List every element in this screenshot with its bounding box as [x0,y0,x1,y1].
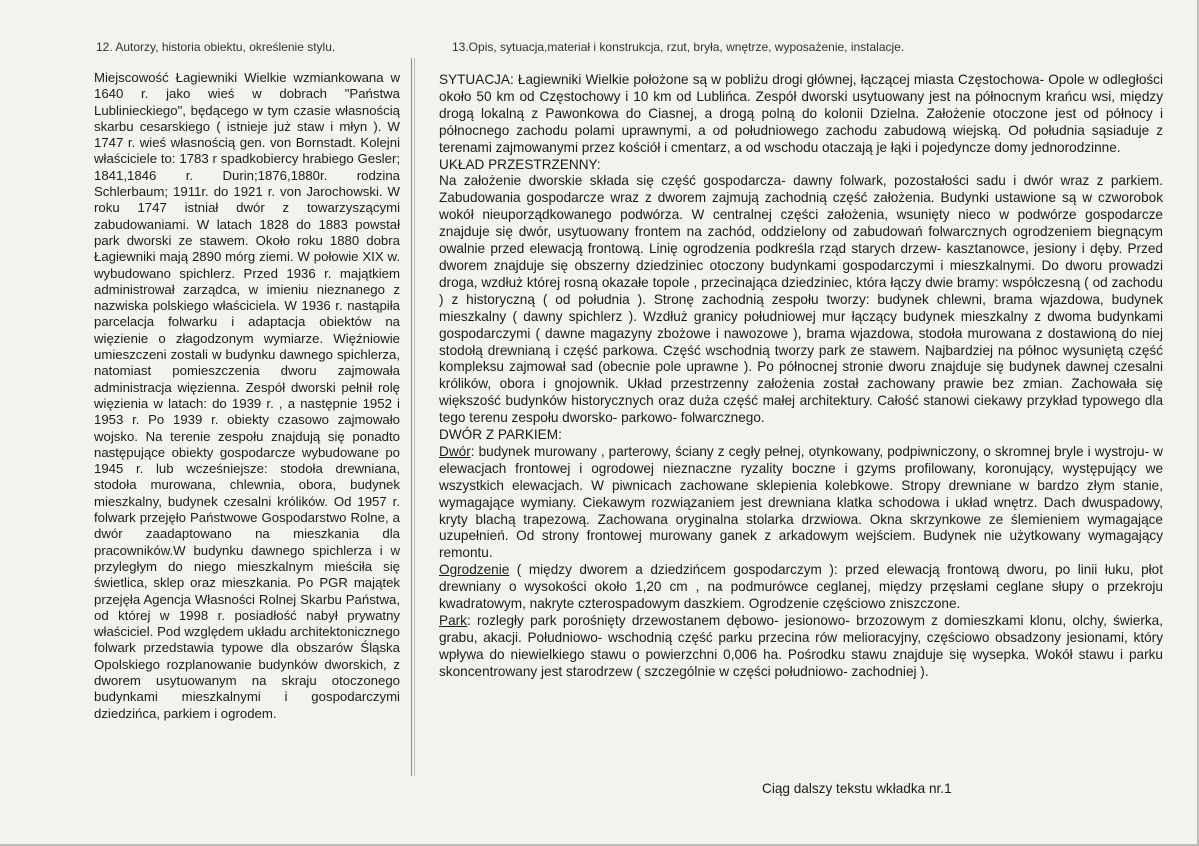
park-label: Park [439,613,467,628]
description-column [439,72,1163,681]
continuation-note: Ciąg dalszy tekstu wkładka nr.1 [762,781,952,796]
fence-label: Ogrodzenie [439,562,510,578]
park-paragraph [439,613,1163,681]
manor-park-heading: DWÓR Z PARKIEM: [439,427,562,443]
column-divider [411,58,412,776]
fence-paragraph [439,562,1163,613]
history-text: Miejscowość Łagiewniki Wielkie wzmiankowana w 1640 r. jako wieś w dobrach "Państwa Lublinieckiego", będącego w tym czasie własnością skarbu cesarskiego ( istnieje już staw i młyn ). W 1747 r. wieś własnością gen. von Bornstadt. Kolejni właściciele to: 1783 r spadkobiercy hrabiego Gesler; 1841,1846 r. Durin;1876,1880r. rodzina Schlerbaum; 1911r. do 1921 r. von Jarochowski. W roku 1747 istniał dwór z towarzyszącymi zabudowaniami. W latach 1828 do 1883 powstał park dworski ze stawem. Około roku 1880 dobra Łagiewniki mają 2890 mórg ziemi. W połowie XIX w. wybudowano spichlerz. Przed 1936 r. majątkiem administrował zarządca, w imieniu nieznanego z nazwiska polskiego właściciela. W 1936 r. nastąpiła parcelacja folwarku i adaptacja obiektów na więzienie o złagodzonym wymiarze. Więźniowie umieszczeni zostali w budynku dawnego spichlerza, natomiast pomieszczenia dworu zajmowała administracja więzienna. Zespół dworski pełnił rolę więzienia w latach: do 1939 r. , a następnie 1952 i 1953 r. Po 1939 r. obiekty czasowo zajmowało wojsko. Na terenie zespołu znajdują się ponadto następujące obiekty gospodarcze wybudowane po 1945 r. lub wcześniejsze: stodoła drewniana, stodoła murowana, chlewnia, obora, budynek mieszkalny, budynek czesalni królików. Od 1957 r. folwark przejęło Państwowe Gospodarstwo Rolne, a dwór zaadaptowano na mieszkania dla pracowników.W budynku dawnego spichlerza i w przyległym do niego mieszkalnym mieściła się świetlica, sklep oraz mieszkania. Po PGR majątek przejęła Agencja Własności Rolnej Skarbu Państwa, od której w 1998 r. posiadłość nabył prywatny właściciel. Pod względem układu architektonicznego folwark przedstawia typowe dla obszarów Śląska Opolskiego rozplanowanie budynków dworskich, z dworem usytuowanym na skraju otoczonego budynkami mieszkalnymi i gospodarczymi dziedzińca, parkiem i ogrodem. [94,70,400,721]
fence-text: ( między dworem a dziedzińcem gospodarczym ): przed elewacją frontową dworu, po linii łuku, płot drewniany o wysokości około 1,20 cm , na podmurówce ceglanej, między przęsłami ceglane słupy o przekroju kwadratowym, nakryte czterospadowym daszkiem. Ogrodzenie częściowo zniszczone. [439,562,1163,612]
history-column [94,70,400,722]
manor-label: Dwór [439,443,471,459]
park-text: : rozległy park porośnięty drzewostanem dębowo- jesionowo- brzozowym z domieszkami klonu, olchy, świerka, grabu, akacji. Południowo- wschodnią część parku przecina rów melioracyjny, częściowo obsadzony jesionami, który wpływa do niewielkiego stawu o powierzchni 0,006 ha. Pośrodku stawu znajduje się wysepka. Wokół stawu i parku skoncentrowany jest starodrzew ( szczególnie w części południowo- zachodniej ). [439,613,1163,679]
column-divider-shadow [414,58,415,776]
section-13-heading: 13.Opis, sytuacja,materiał i konstrukcja, rzut, bryła, wnętrze, wyposażenie, instalacje. [452,40,905,54]
spatial-layout-heading: UKŁAD PRZESTRZENNY: [439,156,601,172]
spatial-layout-paragraph: Na założenie dworskie składa się część gospodarcza- dawny folwark, pozostałości sadu i dwór wraz z parkiem. Zabudowania gospodarcze wraz z dworem zajmują zachodnią część założenia. Budynki ustawione są w czworobok wokół nieuporządkowanego podwórza. W centralnej części założenia, wsunięty nieco w podwórze gospodarcze znajduje się dwór, usytuowany frontem na zachód, oddzielony od zabudowań folwarcznych ogrodzeniem biegnącym owalnie przed elewacją frontową. Linię ogrodzenia podkreśla rząd starych drzew- kasztanowce, jesiony i dęby. Przed dworem znajduje się obszerny dziedziniec otoczony budynkami gospodarczymi i mieszkalnymi. Do dworu prowadzi droga, wzdłuż której rosną okazałe topole , przecinająca dziedziniec, która łączy dwie bramy: współczesną ( od zachodu ) z historyczną ( od południa ). Stronę zachodnią zespołu tworzy: budynek chlewni, brama wjazdowa, budynek mieszkalny ( dawny spichlerz ). Wzdłuż granicy południowej mur łączący budynek mieszkalny z dwoma budynkami gospodarczymi ( dawne magazyny zbożowe i nawozowe ), brama wjazdowa, stodoła murowana z dostawioną do niej stodołą drewnianą i część parkowa. Część wschodnią tworzy park ze stawem. Najbardziej na północ wysuniętą część kompleksu zajmował sad (obecnie pole uprawne ). Po północnej stronie dworu znajduje się budynek dawnej czesalni królików, obora i gnojownik. Układ przestrzenny założenia został zachowany prawie bez zmian. Zachowała się większość budynków historycznych oraz duża część małej architektury. Całość stanowi ciekawy przykład typowego dla tego terenu zespołu dworsko- parkowo- folwarcznego. [439,173,1163,426]
manor-paragraph [439,444,1163,562]
section-12-heading: 12. Autorzy, historia obiektu, określenie stylu. [96,40,336,54]
manor-text: : budynek murowany , parterowy, ściany z cegły pełnej, otynkowany, podpiwniczony, o skromnej bryle i wystroju- w elewacjach frontowej i ogrodowej nieznaczne ryzality boczne i gzyms profilowany, koronujący, występujący we wszystkich elewacjach. W piwnicach zachowane sklepienia kolebkowe. Stropy drewniane w bardzo złym stanie, wymagające wymiany. Ciekawym rozwiązaniem jest drewniana klatka schodowa i układ wnętrz. Dach dwuspadowy, kryty blachą trapezową. Zachowana oryginalna stolarka drzwiowa. Okna skrzynkowe ze ślemieniem wymagające uzupełnień. Od strony frontowej murowany ganek z arkadowym wejściem. Budynek nie użytkowany wymagający remontu. [439,443,1163,561]
situation-paragraph: SYTUACJA: Łagiewniki Wielkie położone są w pobliżu drogi głównej, łączącej miasta Częstochowa- Opole w odległości około 50 km od Częstochowy i 10 km od Lublińca. Zespół dworski usytuowany jest na północnym krańcu wsi, między drogą lokalną z Pawonkowa do Ciasnej, a drogą polną do kolonii Dzielna. Założenie otoczone jest od północy i północnego zachodu polami uprawnymi, a od południowego zachodu zabudową wiejską. Od południa sąsiaduje z terenami zajmowanymi przez kościół i cmentarz, a od wschodu otaczają je łąki i pojedyncze domy jednorodzinne. [439,72,1163,155]
